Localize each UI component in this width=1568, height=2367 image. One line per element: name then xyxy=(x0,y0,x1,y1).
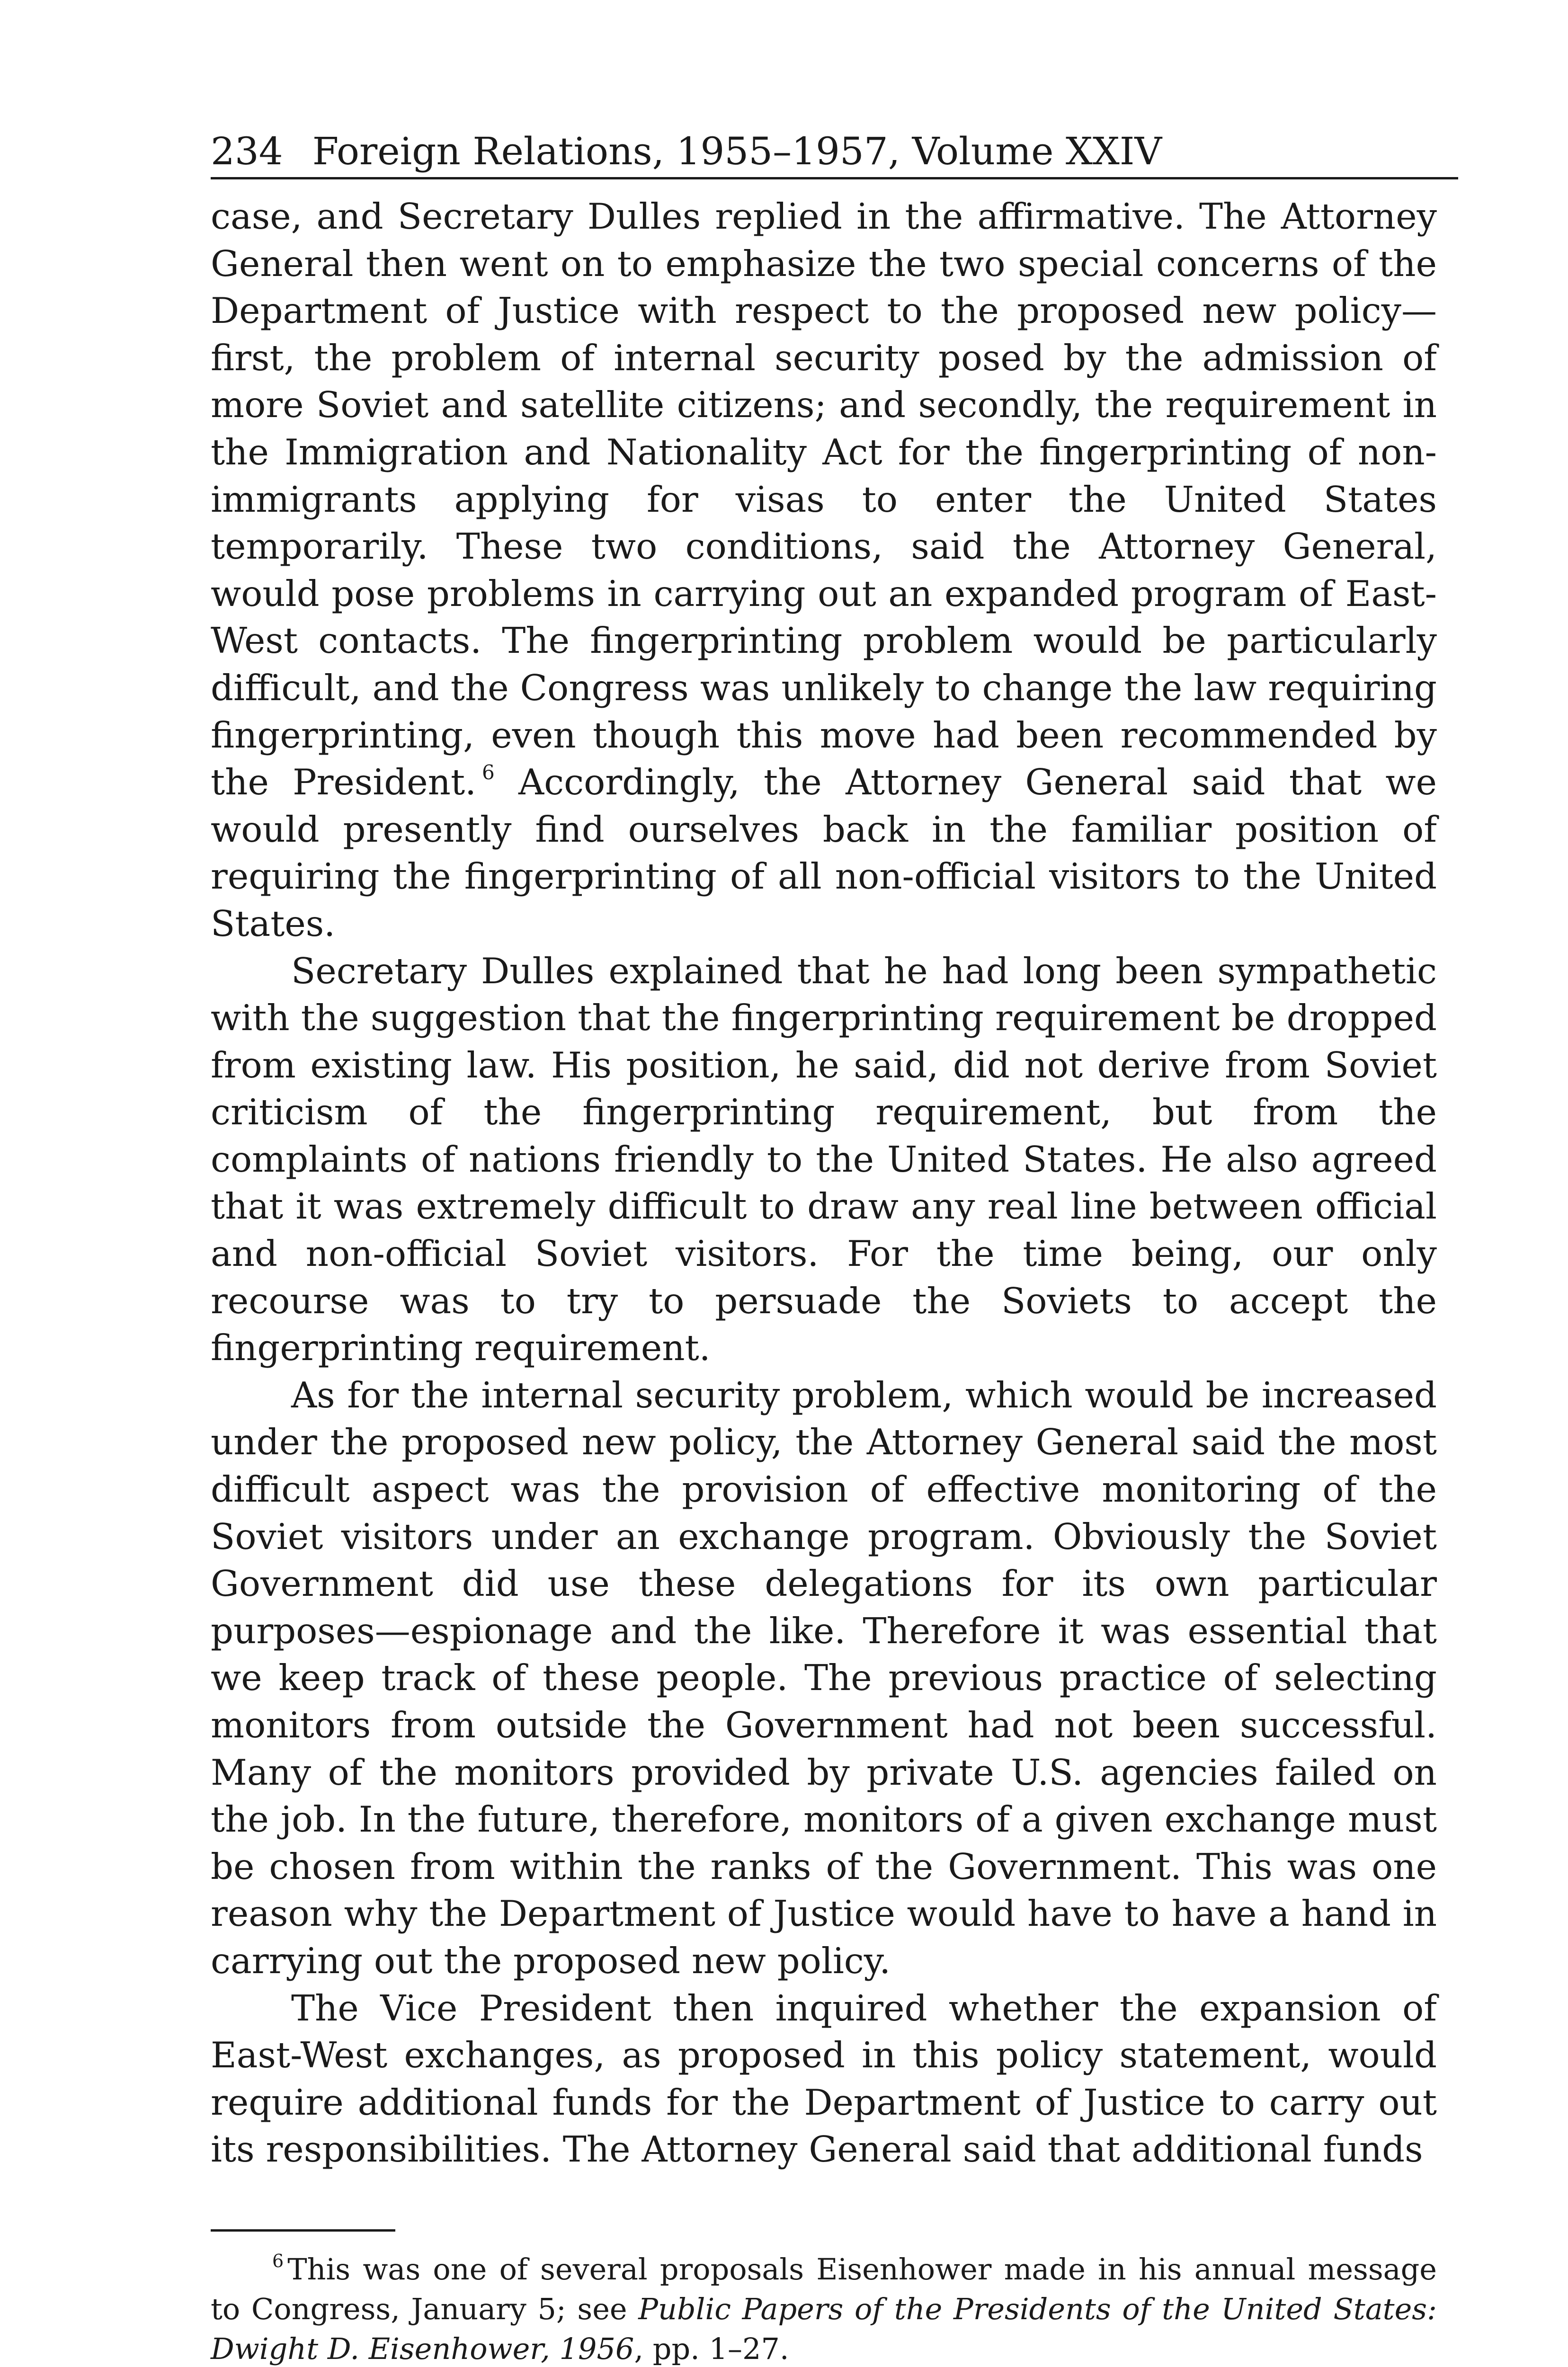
document-page xyxy=(211,128,1437,2367)
footnote-reference: 6 xyxy=(481,761,495,784)
running-header xyxy=(211,128,1437,180)
body-text xyxy=(211,193,1437,2173)
footnote xyxy=(211,2250,1437,2367)
paragraph-3: As for the internal security problem, which would be increased under the proposed new policy, the Attorney General said the most difficult aspect was the provision of effective monitoring of the Soviet visitors under an exchange program. Obviously the Soviet Government did use these delegations for its own particular purposes—espionage and the like. Therefore it was essential that we keep track of these people. The previous practice of selecting monitors from outside the Government had not been successful. Many of the monitors provided by private U.S. agencies failed on the job. In the future, therefore, monitors of a given exchange must be chosen from within the ranks of the Government. This was one reason why the Department of Justice would have to have a hand in carrying out the proposed new policy. xyxy=(211,1374,1437,1982)
header-rule xyxy=(211,177,1458,179)
paragraph-2: Secretary Dulles explained that he had long been sympathetic with the suggestion that the fingerprinting requirement be dropped from existing law. His position, he said, did not derive from Soviet criticism of the fingerprinting requirement, but from the complaints of nations friendly to the United States. He also agreed that it was extremely difficult to draw any real line between official and non-official Soviet visitors. For the time being, our only recourse was to try to persuade the Soviets to accept the fingerprinting requirement. xyxy=(211,950,1437,1369)
footnote-citation-title: Public Papers of the Presidents of the United States: Dwight D. Eisenhower, 1956 xyxy=(211,2291,1437,2366)
paragraph-1-text: case, and Secretary Dulles replied in the affirmative. The Attorney General then went on to emphasize the two special concerns of the Department of Justice with respect to the proposed new policy—first, the problem of internal security posed by the admission of more Soviet and satellite citizens; and secondly, the requirement in the Immigration and Nationality Act for the fingerprinting of non-immigrants applying for visas to enter the United States temporarily. These two conditions, said the Attorney General, would pose problems in carrying out an expanded program of East-West contacts. The fingerprinting problem would be particularly difficult, and the Congress was unlikely to change the law requiring fingerprinting, even though this move had been recommended by the President. xyxy=(211,196,1437,803)
paragraph-1-text-continued: Accordingly, the Attorney General said that we would presently find ourselves back in the familiar position of requiring the fingerprinting of all non-official visitors to the United States. xyxy=(211,761,1437,944)
paragraph-1 xyxy=(211,193,1437,948)
paragraph-4: The Vice President then inquired whether the expansion of East-West exchanges, as proposed in this policy statement, would require additional funds for the Department of Justice to carry out its responsibilities. The Attorney General said that additional funds xyxy=(211,1987,1437,2171)
footnote-pages: , pp. 1–27. xyxy=(634,2331,789,2366)
footnote-marker: 6 xyxy=(272,2250,284,2271)
footnote-rule xyxy=(211,2229,395,2232)
footnote-text: This was one of several proposals Eisenhower made in his annual message to Congress, January 5; see xyxy=(211,2251,1437,2326)
page-number: 234 xyxy=(211,129,283,173)
running-title: Foreign Relations, 1955–1957, Volume XXIV xyxy=(312,129,1162,173)
